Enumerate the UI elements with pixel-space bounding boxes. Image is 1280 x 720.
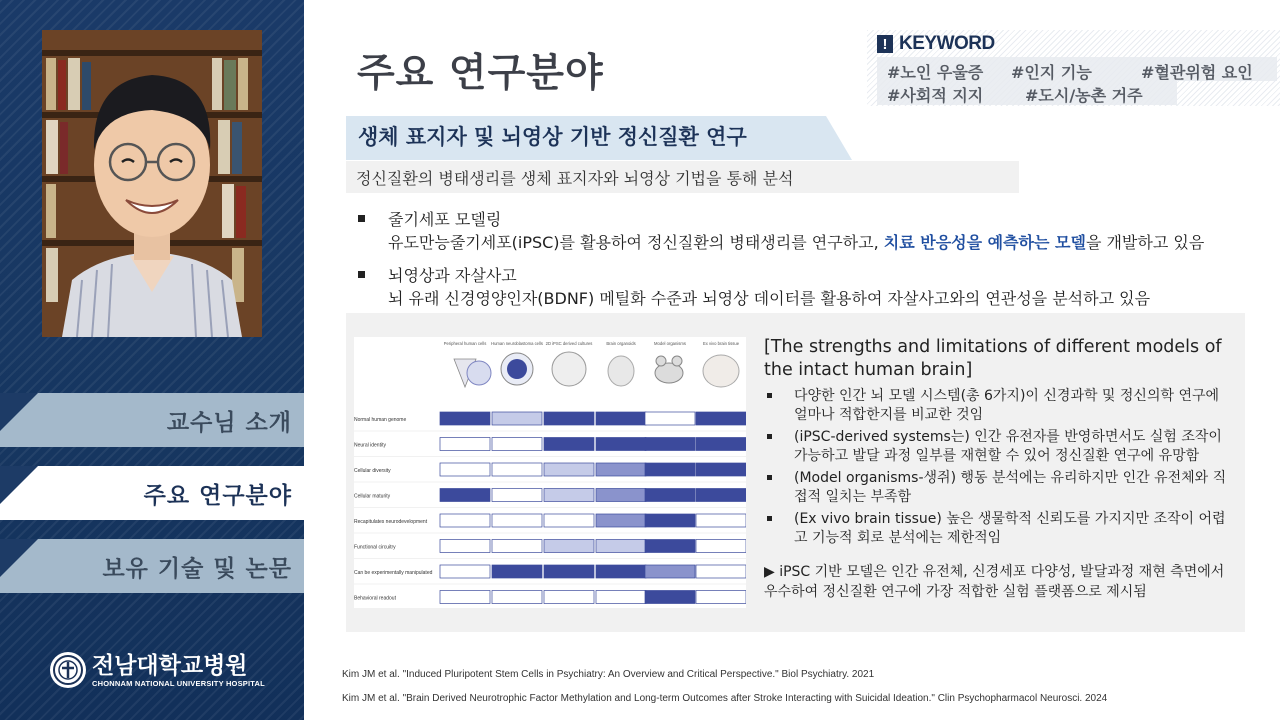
matrix-cell <box>492 463 542 476</box>
bullet-heading: 줄기세포 모델링 <box>388 210 502 229</box>
matrix-cell <box>645 591 695 604</box>
row-label: Cellular diversity <box>354 468 391 474</box>
matrix-cell <box>596 591 646 604</box>
research-bullets <box>356 209 1256 310</box>
hospital-logo <box>50 652 265 688</box>
keyword-tag: #노인 우울증 <box>887 63 984 82</box>
matrix-cell <box>696 489 746 502</box>
section-description: 정신질환의 병태생리를 생체 표지자와 뇌영상 기법을 통해 분석 <box>356 169 794 188</box>
mouse-ear-icon <box>672 356 682 366</box>
nav-corner-triangle <box>0 466 38 504</box>
column-label: Human neuroblastoma cells <box>491 341 543 346</box>
list-item <box>356 209 1256 254</box>
matrix-cell <box>596 489 646 502</box>
matrix-cell <box>544 540 594 553</box>
row-label: Behavioral readout <box>354 595 396 602</box>
matrix-cell <box>492 489 542 502</box>
page-title: 주요 연구분야 <box>357 51 604 96</box>
figure-explanation <box>764 336 1234 602</box>
keyword-tag: #도시/농촌 거주 <box>1025 86 1143 105</box>
explanation-text: (iPSC-derived systems는) 인간 유전자를 반영하면서도 실험 조작이 가능하고 발달 과정 일부를 재현할 수 있어 정신질환 연구에 유망함 <box>794 429 1222 464</box>
matrix-cell <box>696 412 746 425</box>
hospital-name-english: CHONNAM NATIONAL UNIVERSITY HOSPITAL <box>92 678 265 688</box>
matrix-cell <box>696 565 746 578</box>
keyword-heading: KEYWORD <box>899 33 995 54</box>
keyword-tag: #사회적 지지 <box>887 86 984 105</box>
nav-research-areas[interactable] <box>0 466 304 520</box>
matrix-cell <box>440 514 490 527</box>
row-label: Normal human genome <box>354 417 407 423</box>
professor-photo <box>42 30 262 337</box>
organoid-icon <box>608 356 634 386</box>
matrix-cell <box>544 514 594 527</box>
column-label: Brain organoids <box>606 341 636 346</box>
bullet-text: 을 개발하고 있음 <box>1085 233 1205 252</box>
column-label: Peripheral human cells <box>443 341 487 346</box>
matrix-cell <box>596 438 646 451</box>
matrix-cell <box>492 565 542 578</box>
row-label: Recapitulates neurodevelopment <box>354 519 428 525</box>
matrix-cell <box>596 463 646 476</box>
bullet-square-icon <box>767 475 772 480</box>
nav-technology-papers[interactable] <box>0 539 304 593</box>
row-label: Neural identity <box>354 442 386 449</box>
matrix-cell <box>544 412 594 425</box>
matrix-cell <box>440 565 490 578</box>
matrix-cell <box>544 489 594 502</box>
bullet-heading: 뇌영상과 자살사고 <box>388 266 517 285</box>
nav-corner-triangle <box>0 393 38 431</box>
matrix-cell <box>645 565 695 578</box>
column-label: Model organisms <box>654 341 686 346</box>
nav-label: 주요 연구분야 <box>143 482 292 509</box>
matrix-cell <box>492 412 542 425</box>
references <box>342 663 1107 711</box>
conclusion-text: ▶ iPSC 기반 모델은 인간 유전체, 신경세포 다양성, 발달과정 재현 측면에서 우수하여 정신질환 연구에 가장 적합한 실험 플랫폼으로 제시됨 <box>764 564 1225 600</box>
matrix-cell <box>440 489 490 502</box>
explanation-text: 다양한 인간 뇌 모델 시스템(총 6가지)이 신경과학 및 정신의학 연구에 얼마나 적합한지를 비교한 것임 <box>794 388 1220 423</box>
bullet-text: 유도만능줄기세포(iPSC)를 활용하여 정신질환의 병태생리를 연구하고, <box>388 233 884 252</box>
matrix-cell <box>440 438 490 451</box>
matrix-cell <box>696 591 746 604</box>
hospital-name: 전남대학교병원 <box>92 652 248 679</box>
matrix-cell <box>544 591 594 604</box>
row-label: Can be experimentally manipulated <box>354 570 433 576</box>
nav-professor-intro[interactable] <box>0 393 304 447</box>
column-label: Ex vivo brain tissue <box>702 341 740 346</box>
nav-label: 교수님 소개 <box>166 409 292 436</box>
keyword-box <box>867 30 1280 106</box>
bullet-square-icon <box>358 215 365 222</box>
matrix-cell <box>492 540 542 553</box>
bullet-body: 뇌 유래 신경영양인자(BDNF) 메틸화 수준과 뇌영상 데이터를 활용하여 자살사고와의 연관성을 분석하고 있음 <box>388 289 1151 308</box>
nav-label: 보유 기술 및 논문 <box>102 555 292 582</box>
list-item <box>764 428 1234 466</box>
sidebar <box>0 0 304 720</box>
list-item <box>356 265 1256 310</box>
explanation-text: (Ex vivo brain tissue) 높은 생물학적 신뢰도를 가지지만 조작이 어렵고 기능적 회로 분석에는 제한적임 <box>794 511 1226 546</box>
keyword-tag: #인지 기능 <box>1011 63 1092 82</box>
matrix-cell <box>596 565 646 578</box>
list-item <box>764 469 1234 507</box>
reference-item: Kim JM et al. "Induced Pluripotent Stem Cells in Psychiatry: An Overview and Critical Perspective." Biol Psychiatry. 2021 <box>342 669 875 680</box>
matrix-cell <box>596 514 646 527</box>
matrix-cell <box>544 463 594 476</box>
explanation-text: (Model organisms-생쥐) 행동 분석에는 유리하지만 인간 유전체와 직접적 일치는 부족함 <box>794 470 1227 505</box>
matrix-cell <box>696 540 746 553</box>
mouse-ear-icon <box>656 356 666 366</box>
keyword-header <box>877 33 995 55</box>
bullet-square-icon <box>767 393 772 398</box>
reference-item: Kim JM et al. "Brain Derived Neurotrophic Factor Methylation and Long-term Outcomes after Stroke Interacting with Suicidal Ideation." Clin Psychopharmacol Neurosci. 2024 <box>342 693 1108 704</box>
matrix-cell <box>544 438 594 451</box>
nav-corner-triangle <box>0 539 38 577</box>
bullet-square-icon <box>767 516 772 521</box>
brain-tissue-icon <box>703 355 739 387</box>
column-label: 2D iPSC derived cultures <box>545 341 593 346</box>
matrix-cell <box>645 438 695 451</box>
matrix-cell <box>645 489 695 502</box>
keyword-tag: #혈관위험 요인 <box>1141 63 1253 82</box>
section-subtitle: 생체 표지자 및 뇌영상 기반 정신질환 연구 <box>358 125 747 149</box>
figure-title: [The strengths and limitations of different models of the intact human brain] <box>764 337 1222 380</box>
hospital-emblem-icon <box>50 652 86 688</box>
matrix-cell <box>645 540 695 553</box>
matrix-cell <box>440 540 490 553</box>
highlight-text: 치료 반응성을 예측하는 모델 <box>883 233 1086 252</box>
exclamation-icon: ! <box>877 35 893 53</box>
model-comparison-chart <box>354 337 746 608</box>
matrix-cell <box>492 591 542 604</box>
matrix-cell <box>645 463 695 476</box>
culture-dish-icon <box>552 352 586 386</box>
neuroblastoma-cells-icon <box>507 359 527 379</box>
row-label: Cellular maturity <box>354 493 391 500</box>
matrix-cell <box>645 412 695 425</box>
list-item <box>764 387 1234 425</box>
matrix-cell <box>696 514 746 527</box>
matrix-cell <box>440 591 490 604</box>
matrix-cell <box>645 514 695 527</box>
list-item <box>764 510 1234 548</box>
matrix-cell <box>440 463 490 476</box>
matrix-cell <box>696 463 746 476</box>
matrix-cell <box>596 412 646 425</box>
matrix-cell <box>492 438 542 451</box>
matrix-cell <box>696 438 746 451</box>
bullet-body <box>356 231 1256 254</box>
bullet-square-icon <box>767 434 772 439</box>
matrix-cell <box>492 514 542 527</box>
cells-icon <box>467 361 491 385</box>
bullet-square-icon <box>358 271 365 278</box>
matrix-cell <box>596 540 646 553</box>
explanation-list <box>764 387 1234 548</box>
row-label: Functional circuitry <box>354 544 396 551</box>
matrix-cell <box>544 565 594 578</box>
model-comparison-figure <box>354 337 746 608</box>
matrix-cell <box>440 412 490 425</box>
